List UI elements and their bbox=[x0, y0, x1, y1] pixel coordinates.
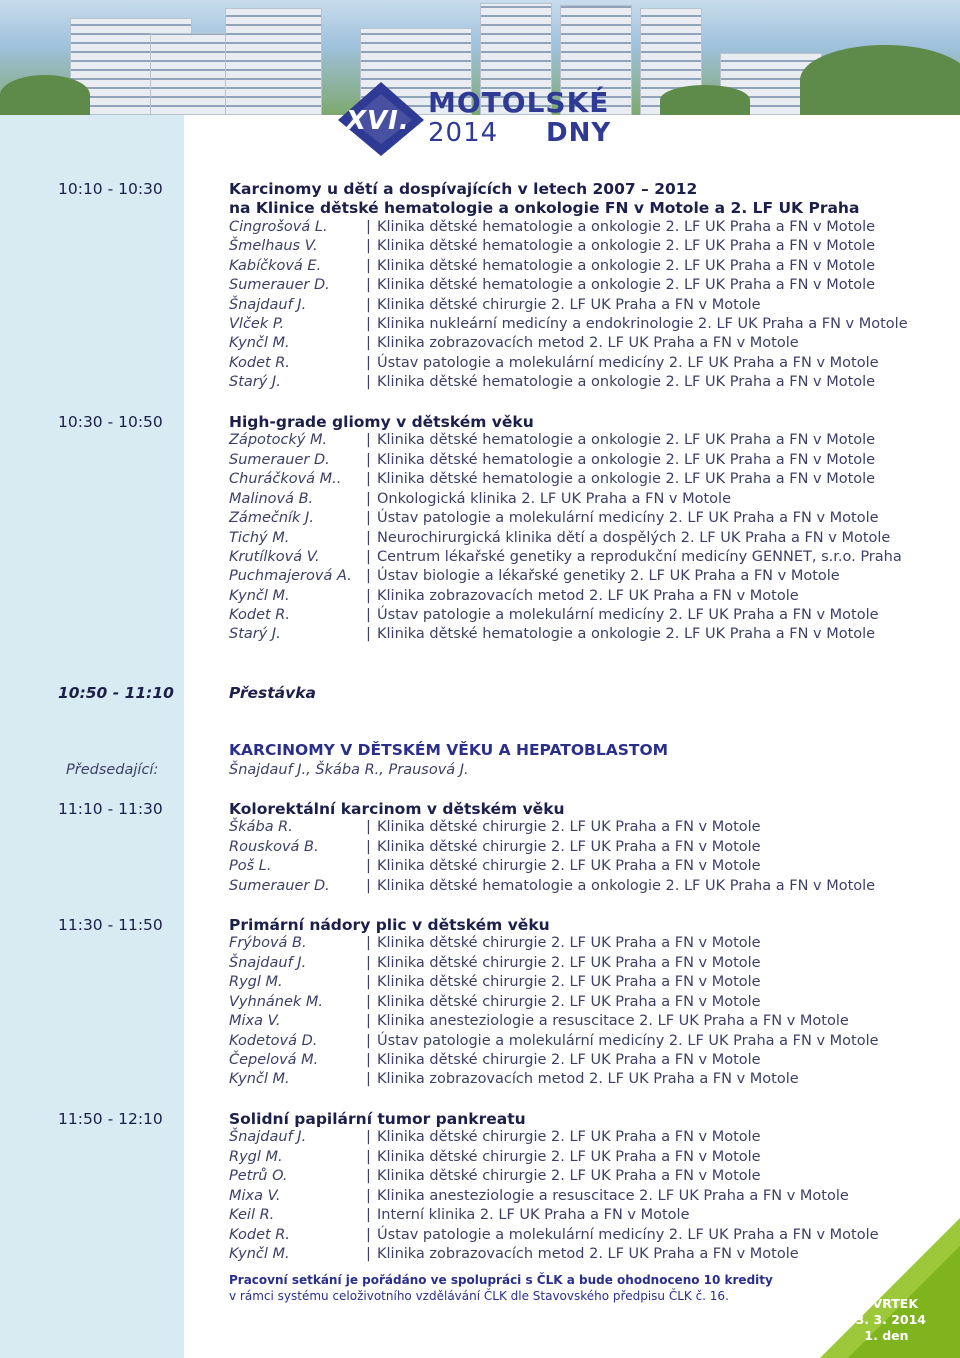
separator: | bbox=[366, 1013, 371, 1029]
author-institution: Ústav patologie a molekulární medicíny 2. LF UK Praha a FN v Motole bbox=[377, 1033, 879, 1049]
author-row bbox=[229, 955, 949, 974]
author-institution: Klinika dětské chirurgie 2. LF UK Praha a FN v Motole bbox=[377, 858, 761, 874]
separator: | bbox=[366, 955, 371, 971]
session-title-line2: na Klinice dětské hematologie a onkologie FN v Motole a 2. LF UK Praha bbox=[229, 199, 860, 217]
author-row bbox=[229, 219, 949, 238]
separator: | bbox=[366, 238, 371, 254]
author-institution: Klinika dětské hematologie a onkologie 2. LF UK Praha a FN v Motole bbox=[377, 452, 876, 468]
separator: | bbox=[366, 1168, 371, 1184]
author-row bbox=[229, 238, 949, 257]
author-name: Sumerauer D. bbox=[229, 878, 330, 894]
author-name: Vyhnánek M. bbox=[229, 994, 324, 1010]
block-heading: KARCINOMY V DĚTSKÉM VĚKU A HEPATOBLASTOM bbox=[229, 741, 669, 759]
author-name: Starý J. bbox=[229, 626, 281, 642]
event-date: 13. 3. 2014 bbox=[846, 1312, 926, 1327]
author-institution: Klinika dětské chirurgie 2. LF UK Praha a FN v Motole bbox=[377, 955, 761, 971]
author-row bbox=[229, 491, 949, 510]
author-name: Poš L. bbox=[229, 858, 272, 874]
separator: | bbox=[366, 258, 371, 274]
author-name: Čepelová M. bbox=[229, 1052, 319, 1068]
author-row bbox=[229, 1013, 949, 1032]
author-institution: Ústav patologie a molekulární medicíny 2. LF UK Praha a FN v Motole bbox=[377, 355, 879, 371]
day-name: ČTVRTEK bbox=[854, 1296, 919, 1311]
separator: | bbox=[366, 1207, 371, 1223]
author-institution: Klinika dětské hematologie a onkologie 2. LF UK Praha a FN v Motole bbox=[377, 471, 876, 487]
author-row bbox=[229, 432, 949, 451]
author-row bbox=[229, 1168, 949, 1187]
author-institution: Neurochirurgická klinika dětí a dospělých 2. LF UK Praha a FN v Motole bbox=[377, 530, 891, 546]
separator: | bbox=[366, 491, 371, 507]
author-name: Kodet R. bbox=[229, 355, 290, 371]
logo-numeral: XVI. bbox=[346, 106, 410, 136]
author-institution: Ústav patologie a molekulární medicíny 2. LF UK Praha a FN v Motole bbox=[377, 510, 879, 526]
author-name: Zápotocký M. bbox=[229, 432, 328, 448]
author-row bbox=[229, 1149, 949, 1168]
separator: | bbox=[366, 1149, 371, 1165]
author-name: Rousková B. bbox=[229, 839, 319, 855]
author-institution: Klinika dětské chirurgie 2. LF UK Praha a FN v Motole bbox=[377, 1149, 761, 1165]
author-institution: Klinika anesteziologie a resuscitace 2. LF UK Praha a FN v Motole bbox=[377, 1013, 849, 1029]
author-institution: Klinika zobrazovacích metod 2. LF UK Praha a FN v Motole bbox=[377, 1071, 799, 1087]
author-name: Frýbová B. bbox=[229, 935, 307, 951]
author-name: Kynčl M. bbox=[229, 1071, 290, 1087]
author-name: Kodet R. bbox=[229, 607, 290, 623]
author-institution: Klinika dětské chirurgie 2. LF UK Praha a FN v Motole bbox=[377, 839, 761, 855]
author-name: Puchmajerová A. bbox=[229, 568, 352, 584]
author-institution: Onkologická klinika 2. LF UK Praha a FN v Motole bbox=[377, 491, 731, 507]
author-name: Rygl M. bbox=[229, 1149, 283, 1165]
author-name: Krutílková V. bbox=[229, 549, 320, 565]
author-row bbox=[229, 607, 949, 626]
break-title: Přestávka bbox=[229, 684, 317, 702]
separator: | bbox=[366, 277, 371, 293]
logo-word-motolske: MOTOLSKÉ bbox=[428, 86, 610, 119]
author-institution: Ústav patologie a molekulární medicíny 2. LF UK Praha a FN v Motole bbox=[377, 1227, 879, 1243]
author-institution: Centrum lékařské genetiky a reprodukční medicíny GENNET, s.r.o. Praha bbox=[377, 549, 902, 565]
author-row bbox=[229, 568, 949, 587]
chairs-names: Šnajdauf J., Škába R., Prausová J. bbox=[229, 762, 469, 778]
session-time: 10:10 - 10:30 bbox=[58, 180, 163, 198]
author-institution: Klinika dětské hematologie a onkologie 2. LF UK Praha a FN v Motole bbox=[377, 878, 876, 894]
author-institution: Klinika zobrazovacích metod 2. LF UK Praha a FN v Motole bbox=[377, 335, 799, 351]
author-name: Sumerauer D. bbox=[229, 452, 330, 468]
separator: | bbox=[366, 530, 371, 546]
author-institution: Ústav biologie a lékařské genetiky 2. LF UK Praha a FN v Motole bbox=[377, 568, 840, 584]
separator: | bbox=[366, 974, 371, 990]
author-row bbox=[229, 974, 949, 993]
separator: | bbox=[366, 316, 371, 332]
author-row bbox=[229, 277, 949, 296]
separator: | bbox=[366, 1129, 371, 1145]
session-time: 10:30 - 10:50 bbox=[58, 413, 163, 431]
author-name: Kynčl M. bbox=[229, 335, 290, 351]
author-row bbox=[229, 878, 949, 897]
author-row bbox=[229, 316, 949, 335]
break-time: 10:50 - 11:10 bbox=[58, 684, 174, 702]
separator: | bbox=[366, 626, 371, 642]
separator: | bbox=[366, 335, 371, 351]
author-row bbox=[229, 335, 949, 354]
logo-year: 2014 bbox=[428, 118, 499, 148]
logo-word-dny: DNY bbox=[546, 118, 612, 148]
separator: | bbox=[366, 839, 371, 855]
separator: | bbox=[366, 1052, 371, 1068]
author-name: Keil R. bbox=[229, 1207, 275, 1223]
author-name: Vlček P. bbox=[229, 316, 285, 332]
author-institution: Klinika dětské hematologie a onkologie 2. LF UK Praha a FN v Motole bbox=[377, 277, 876, 293]
author-name: Šnajdauf J. bbox=[229, 297, 307, 313]
separator: | bbox=[366, 510, 371, 526]
separator: | bbox=[366, 1246, 371, 1262]
separator: | bbox=[366, 355, 371, 371]
separator: | bbox=[366, 819, 371, 835]
separator: | bbox=[366, 994, 371, 1010]
author-name: Škába R. bbox=[229, 819, 293, 835]
author-row bbox=[229, 258, 949, 277]
author-institution: Klinika dětské chirurgie 2. LF UK Praha a FN v Motole bbox=[377, 297, 761, 313]
author-row bbox=[229, 1033, 949, 1052]
author-institution: Klinika dětské hematologie a onkologie 2. LF UK Praha a FN v Motole bbox=[377, 626, 876, 642]
separator: | bbox=[366, 374, 371, 390]
author-row bbox=[229, 1052, 949, 1071]
author-row bbox=[229, 1129, 949, 1148]
session-time: 11:30 - 11:50 bbox=[58, 916, 163, 934]
author-institution: Klinika dětské hematologie a onkologie 2. LF UK Praha a FN v Motole bbox=[377, 238, 876, 254]
separator: | bbox=[366, 1071, 371, 1087]
author-row bbox=[229, 355, 949, 374]
date-corner-text bbox=[847, 1296, 926, 1344]
author-row bbox=[229, 297, 949, 316]
author-row bbox=[229, 471, 949, 490]
author-row bbox=[229, 1188, 949, 1207]
author-row bbox=[229, 588, 949, 607]
separator: | bbox=[366, 452, 371, 468]
author-row bbox=[229, 839, 949, 858]
separator: | bbox=[366, 588, 371, 604]
author-institution: Klinika dětské hematologie a onkologie 2. LF UK Praha a FN v Motole bbox=[377, 219, 876, 235]
author-name: Mixa V. bbox=[229, 1188, 281, 1204]
author-name: Churáčková M.. bbox=[229, 471, 342, 487]
left-color-strip bbox=[0, 0, 184, 1358]
author-row bbox=[229, 530, 949, 549]
day-number: 1. den bbox=[864, 1328, 909, 1343]
author-institution: Ústav patologie a molekulární medicíny 2. LF UK Praha a FN v Motole bbox=[377, 607, 879, 623]
author-name: Kabíčková E. bbox=[229, 258, 322, 274]
author-name: Zámečník J. bbox=[229, 510, 314, 526]
author-institution: Klinika dětské chirurgie 2. LF UK Praha a FN v Motole bbox=[377, 935, 761, 951]
author-row bbox=[229, 549, 949, 568]
author-name: Kynčl M. bbox=[229, 1246, 290, 1262]
author-institution: Klinika dětské chirurgie 2. LF UK Praha a FN v Motole bbox=[377, 974, 761, 990]
separator: | bbox=[366, 1227, 371, 1243]
separator: | bbox=[366, 471, 371, 487]
separator: | bbox=[366, 878, 371, 894]
author-name: Starý J. bbox=[229, 374, 281, 390]
author-row bbox=[229, 452, 949, 471]
chair-label: Předsedající: bbox=[66, 762, 159, 778]
author-row bbox=[229, 510, 949, 529]
author-institution: Klinika dětské chirurgie 2. LF UK Praha a FN v Motole bbox=[377, 1129, 761, 1145]
separator: | bbox=[366, 432, 371, 448]
separator: | bbox=[366, 607, 371, 623]
author-institution: Klinika dětské hematologie a onkologie 2. LF UK Praha a FN v Motole bbox=[377, 374, 876, 390]
session-title: Kolorektální karcinom v dětském věku bbox=[229, 800, 565, 818]
session-time: 11:10 - 11:30 bbox=[58, 800, 163, 818]
author-name: Sumerauer D. bbox=[229, 277, 330, 293]
separator: | bbox=[366, 935, 371, 951]
footer-credit-line: Pracovní setkání je pořádáno ve spolupráci s ČLK a bude ohodnoceno 10 kredity bbox=[229, 1273, 773, 1287]
separator: | bbox=[366, 1033, 371, 1049]
author-name: Šnajdauf J. bbox=[229, 1129, 307, 1145]
author-name: Tichý M. bbox=[229, 530, 290, 546]
separator: | bbox=[366, 568, 371, 584]
separator: | bbox=[366, 219, 371, 235]
author-name: Šmelhaus V. bbox=[229, 238, 318, 254]
author-name: Kynčl M. bbox=[229, 588, 290, 604]
author-name: Kodet R. bbox=[229, 1227, 290, 1243]
separator: | bbox=[366, 858, 371, 874]
author-name: Mixa V. bbox=[229, 1013, 281, 1029]
event-logo bbox=[336, 80, 636, 158]
author-row bbox=[229, 994, 949, 1013]
author-institution: Interní klinika 2. LF UK Praha a FN v Motole bbox=[377, 1207, 690, 1223]
separator: | bbox=[366, 297, 371, 313]
author-name: Rygl M. bbox=[229, 974, 283, 990]
author-institution: Klinika dětské chirurgie 2. LF UK Praha a FN v Motole bbox=[377, 1052, 761, 1068]
separator: | bbox=[366, 1188, 371, 1204]
author-row bbox=[229, 858, 949, 877]
session-title: Solidní papilární tumor pankreatu bbox=[229, 1110, 526, 1128]
author-institution: Klinika zobrazovacích metod 2. LF UK Praha a FN v Motole bbox=[377, 588, 799, 604]
session-title: High-grade gliomy v dětském věku bbox=[229, 413, 534, 431]
footer-note bbox=[229, 1273, 773, 1303]
session-title: Primární nádory plic v dětském věku bbox=[229, 916, 550, 934]
author-row bbox=[229, 626, 949, 645]
session-title: Karcinomy u dětí a dospívajících v letech 2007 – 2012 bbox=[229, 180, 698, 198]
author-institution: Klinika anesteziologie a resuscitace 2. LF UK Praha a FN v Motole bbox=[377, 1188, 849, 1204]
author-institution: Klinika dětské chirurgie 2. LF UK Praha a FN v Motole bbox=[377, 819, 761, 835]
author-institution: Klinika zobrazovacích metod 2. LF UK Praha a FN v Motole bbox=[377, 1246, 799, 1262]
author-name: Malinová B. bbox=[229, 491, 314, 507]
author-institution: Klinika dětské hematologie a onkologie 2. LF UK Praha a FN v Motole bbox=[377, 432, 876, 448]
author-name: Petrů O. bbox=[229, 1168, 288, 1184]
author-name: Kodetová D. bbox=[229, 1033, 318, 1049]
author-name: Cingrošová L. bbox=[229, 219, 328, 235]
author-institution: Klinika dětské chirurgie 2. LF UK Praha a FN v Motole bbox=[377, 994, 761, 1010]
author-institution: Klinika dětské hematologie a onkologie 2. LF UK Praha a FN v Motole bbox=[377, 258, 876, 274]
author-institution: Klinika dětské chirurgie 2. LF UK Praha a FN v Motole bbox=[377, 1168, 761, 1184]
author-institution: Klinika nukleární medicíny a endokrinologie 2. LF UK Praha a FN v Motole bbox=[377, 316, 908, 332]
author-name: Šnajdauf J. bbox=[229, 955, 307, 971]
footer-regulation-line: v rámci systému celoživotního vzdělávání ČLK dle Stavovského předpisu ČLK č. 16. bbox=[229, 1289, 729, 1303]
author-row bbox=[229, 374, 949, 393]
session-time: 11:50 - 12:10 bbox=[58, 1110, 163, 1128]
author-row bbox=[229, 819, 949, 838]
author-row bbox=[229, 935, 949, 954]
separator: | bbox=[366, 549, 371, 565]
author-row bbox=[229, 1071, 949, 1090]
